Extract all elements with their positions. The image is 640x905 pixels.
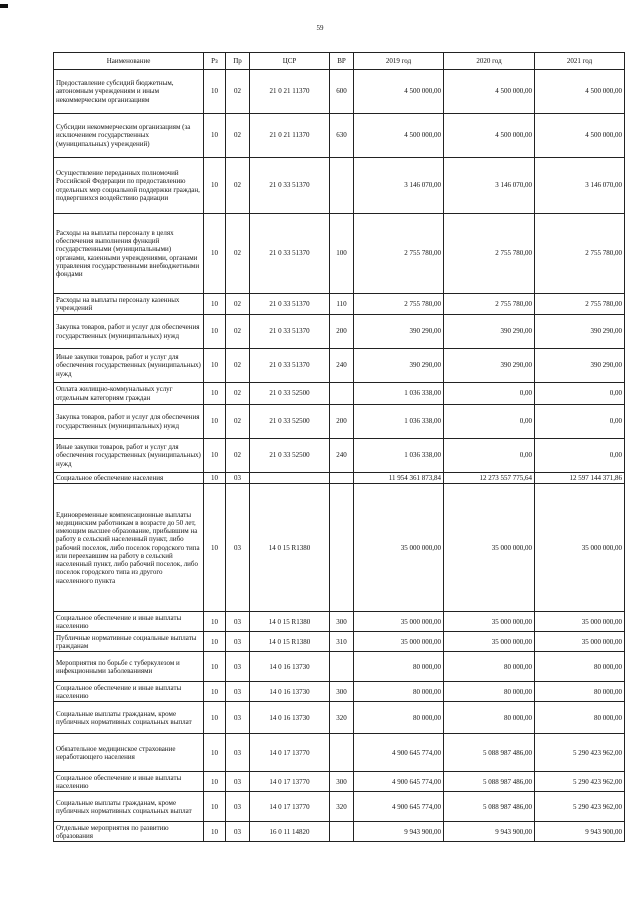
table-cell-2020: 5 088 987 486,00	[444, 772, 535, 792]
budget-table	[53, 52, 625, 842]
table-cell-name: Социальное обеспечение и иные выплаты населению	[54, 772, 204, 792]
table-cell-name: Социальные выплаты гражданам, кроме публичных нормативных социальных выплат	[54, 702, 204, 734]
table-cell-csr: 21 0 33 51370	[250, 294, 330, 315]
table-cell-2021: 2 755 780,00	[535, 294, 625, 315]
table-row	[54, 652, 625, 682]
table-cell-pr: 02	[226, 315, 250, 349]
table-cell-2020: 390 290,00	[444, 315, 535, 349]
table-cell-2020: 390 290,00	[444, 349, 535, 383]
table-cell-2021: 0,00	[535, 439, 625, 473]
table-cell-pr: 03	[226, 682, 250, 702]
table-cell-vr: 320	[330, 702, 354, 734]
table-cell-2019: 9 943 900,00	[354, 822, 444, 842]
table-cell-rz: 10	[204, 349, 226, 383]
scan-corner-mark	[0, 4, 8, 8]
table-cell-2019: 4 900 645 774,00	[354, 792, 444, 822]
table-cell-name: Осуществление переданных полномочий Российской Федерации по предоставлению отдельных мер социальной поддержки граждан, подвергшихся воздействию радиации	[54, 158, 204, 214]
table-cell-2021: 5 290 423 962,00	[535, 792, 625, 822]
table-cell-pr: 02	[226, 158, 250, 214]
table-cell-2019: 80 000,00	[354, 702, 444, 734]
table-cell-2019: 4 500 000,00	[354, 114, 444, 158]
table-cell-2019: 390 290,00	[354, 349, 444, 383]
table-cell-rz: 10	[204, 772, 226, 792]
table-cell-2020: 0,00	[444, 383, 535, 405]
table-cell-name: Обязательное медицинское страхование неработающего населения	[54, 734, 204, 772]
header-2020: 2020 год	[444, 53, 535, 70]
table-cell-csr: 16 0 11 14820	[250, 822, 330, 842]
table-cell-2021: 390 290,00	[535, 349, 625, 383]
table-row	[54, 405, 625, 439]
table-cell-2021: 5 290 423 962,00	[535, 734, 625, 772]
table-cell-rz: 10	[204, 484, 226, 612]
table-cell-name: Социальное обеспечение населения	[54, 473, 204, 484]
table-row	[54, 612, 625, 632]
table-cell-2021: 80 000,00	[535, 682, 625, 702]
table-cell-rz: 10	[204, 652, 226, 682]
table-cell-rz: 10	[204, 439, 226, 473]
table-cell-rz: 10	[204, 792, 226, 822]
table-cell-rz: 10	[204, 473, 226, 484]
table-cell-rz: 10	[204, 383, 226, 405]
table-row	[54, 792, 625, 822]
table-cell-pr: 03	[226, 652, 250, 682]
table-cell-name: Закупка товаров, работ и услуг для обеспечения государственных (муниципальных) нужд	[54, 315, 204, 349]
table-cell-2021: 4 500 000,00	[535, 70, 625, 114]
table-cell-pr: 02	[226, 114, 250, 158]
table-cell-vr: 240	[330, 439, 354, 473]
table-cell-2019: 35 000 000,00	[354, 484, 444, 612]
table-cell-pr: 03	[226, 632, 250, 652]
table-cell-pr: 03	[226, 484, 250, 612]
table-cell-name: Отдельные мероприятия по развитию образования	[54, 822, 204, 842]
table-cell-2021: 5 290 423 962,00	[535, 772, 625, 792]
table-row	[54, 114, 625, 158]
table-cell-2020: 35 000 000,00	[444, 484, 535, 612]
table-cell-rz: 10	[204, 70, 226, 114]
table-cell-csr: 14 0 15 R1380	[250, 612, 330, 632]
table-cell-2019: 4 500 000,00	[354, 70, 444, 114]
table-cell-csr: 21 0 21 11370	[250, 114, 330, 158]
table-cell-rz: 10	[204, 734, 226, 772]
table-cell-pr: 03	[226, 734, 250, 772]
table-cell-csr: 14 0 17 13770	[250, 792, 330, 822]
table-cell-rz: 10	[204, 405, 226, 439]
table-cell-vr: 200	[330, 315, 354, 349]
table-cell-2020: 80 000,00	[444, 652, 535, 682]
table-cell-name: Социальное обеспечение и иные выплаты населению	[54, 682, 204, 702]
table-row	[54, 473, 625, 484]
table-cell-name: Предоставление субсидий бюджетным, автономным учреждениям и иным некоммерческим организациям	[54, 70, 204, 114]
table-row	[54, 315, 625, 349]
table-cell-pr: 02	[226, 349, 250, 383]
table-row	[54, 682, 625, 702]
table-cell-vr: 300	[330, 682, 354, 702]
table-row	[54, 632, 625, 652]
table-cell-csr: 14 0 16 13730	[250, 652, 330, 682]
table-row	[54, 294, 625, 315]
table-cell-pr: 03	[226, 702, 250, 734]
table-cell-name: Публичные нормативные социальные выплаты гражданам	[54, 632, 204, 652]
table-cell-2020: 2 755 780,00	[444, 294, 535, 315]
page-number: 59	[316, 24, 324, 32]
table-row	[54, 214, 625, 294]
table-cell-rz: 10	[204, 702, 226, 734]
table-cell-2019: 1 036 338,00	[354, 405, 444, 439]
table-cell-2021: 390 290,00	[535, 315, 625, 349]
table-cell-2019: 390 290,00	[354, 315, 444, 349]
table-cell-pr: 02	[226, 70, 250, 114]
table-cell-2020: 4 500 000,00	[444, 70, 535, 114]
table-cell-vr: 320	[330, 792, 354, 822]
table-cell-2020: 5 088 987 486,00	[444, 734, 535, 772]
table-cell-rz: 10	[204, 315, 226, 349]
table-cell-2019: 2 755 780,00	[354, 294, 444, 315]
table-cell-pr: 02	[226, 294, 250, 315]
table-cell-2019: 80 000,00	[354, 682, 444, 702]
table-cell-vr: 240	[330, 349, 354, 383]
table-row	[54, 822, 625, 842]
table-row	[54, 70, 625, 114]
table-cell-name: Иные закупки товаров, работ и услуг для обеспечения государственных (муниципальных) нужд	[54, 439, 204, 473]
table-cell-2020: 80 000,00	[444, 682, 535, 702]
table-cell-vr	[330, 484, 354, 612]
table-row	[54, 439, 625, 473]
table-cell-2021: 12 597 144 371,86	[535, 473, 625, 484]
table-cell-csr: 21 0 33 51370	[250, 158, 330, 214]
table-cell-vr: 200	[330, 405, 354, 439]
table-cell-pr: 03	[226, 772, 250, 792]
table-cell-csr: 14 0 15 R1380	[250, 632, 330, 652]
table-cell-2019: 1 036 338,00	[354, 383, 444, 405]
table-cell-2020: 4 500 000,00	[444, 114, 535, 158]
table-cell-rz: 10	[204, 214, 226, 294]
table-row	[54, 484, 625, 612]
table-cell-2020: 35 000 000,00	[444, 632, 535, 652]
table-cell-2020: 0,00	[444, 439, 535, 473]
table-cell-2021: 0,00	[535, 405, 625, 439]
table-cell-2020: 5 088 987 486,00	[444, 792, 535, 822]
table-cell-2019: 35 000 000,00	[354, 612, 444, 632]
table-cell-vr: 110	[330, 294, 354, 315]
table-cell-pr: 02	[226, 383, 250, 405]
table-cell-2019: 11 954 361 873,84	[354, 473, 444, 484]
table-cell-2021: 35 000 000,00	[535, 484, 625, 612]
table-cell-2019: 80 000,00	[354, 652, 444, 682]
table-cell-name: Социальные выплаты гражданам, кроме публичных нормативных социальных выплат	[54, 792, 204, 822]
table-cell-2019: 2 755 780,00	[354, 214, 444, 294]
table-cell-vr: 630	[330, 114, 354, 158]
table-cell-2020: 9 943 900,00	[444, 822, 535, 842]
table-cell-name: Субсидии некоммерческим организациям (за исключением государственных (муниципальных) учреждений)	[54, 114, 204, 158]
table-header-row	[54, 53, 625, 70]
table-cell-2021: 35 000 000,00	[535, 612, 625, 632]
table-cell-rz: 10	[204, 632, 226, 652]
table-cell-2019: 4 900 645 774,00	[354, 772, 444, 792]
table-cell-2020: 0,00	[444, 405, 535, 439]
table-cell-rz: 10	[204, 612, 226, 632]
table-cell-vr	[330, 158, 354, 214]
table-row	[54, 383, 625, 405]
table-cell-pr: 03	[226, 792, 250, 822]
table-cell-2021: 2 755 780,00	[535, 214, 625, 294]
table-cell-vr	[330, 822, 354, 842]
table-cell-csr: 14 0 17 13770	[250, 772, 330, 792]
table-cell-2021: 9 943 900,00	[535, 822, 625, 842]
table-cell-vr: 310	[330, 632, 354, 652]
table-cell-vr: 600	[330, 70, 354, 114]
table-cell-csr: 21 0 33 52500	[250, 405, 330, 439]
table-cell-2019: 35 000 000,00	[354, 632, 444, 652]
table-cell-vr: 100	[330, 214, 354, 294]
table-cell-2020: 3 146 070,00	[444, 158, 535, 214]
table-cell-vr	[330, 473, 354, 484]
table-cell-pr: 02	[226, 439, 250, 473]
table-cell-csr: 21 0 21 11370	[250, 70, 330, 114]
header-csr: ЦСР	[250, 53, 330, 70]
table-cell-2021: 3 146 070,00	[535, 158, 625, 214]
table-cell-name: Расходы на выплаты персоналу в целях обеспечения выполнения функций государственными (муниципальными) органами, казенными учреждениями, органами управления государственными внебюджетными фондами	[54, 214, 204, 294]
table-cell-2021: 4 500 000,00	[535, 114, 625, 158]
table-cell-vr	[330, 734, 354, 772]
table-cell-name: Закупка товаров, работ и услуг для обеспечения государственных (муниципальных) нужд	[54, 405, 204, 439]
table-cell-vr	[330, 383, 354, 405]
table-cell-vr: 300	[330, 612, 354, 632]
table-cell-name: Расходы на выплаты персоналу казенных учреждений	[54, 294, 204, 315]
table-cell-pr: 03	[226, 612, 250, 632]
table-row	[54, 349, 625, 383]
table-cell-2019: 4 900 645 774,00	[354, 734, 444, 772]
table-cell-name: Оплата жилищно-коммунальных услуг отдельным категориям граждан	[54, 383, 204, 405]
table-row	[54, 158, 625, 214]
header-pr: Пр	[226, 53, 250, 70]
table-cell-vr	[330, 652, 354, 682]
header-vr: ВР	[330, 53, 354, 70]
header-name: Наименование	[54, 53, 204, 70]
table-cell-rz: 10	[204, 114, 226, 158]
table-cell-name: Иные закупки товаров, работ и услуг для обеспечения государственных (муниципальных) нужд	[54, 349, 204, 383]
table-cell-2019: 3 146 070,00	[354, 158, 444, 214]
header-2021: 2021 год	[535, 53, 625, 70]
table-cell-2021: 80 000,00	[535, 652, 625, 682]
table-cell-csr: 14 0 17 13770	[250, 734, 330, 772]
table-cell-2020: 2 755 780,00	[444, 214, 535, 294]
header-2019: 2019 год	[354, 53, 444, 70]
table-cell-2020: 12 273 557 775,64	[444, 473, 535, 484]
table-cell-csr: 21 0 33 51370	[250, 349, 330, 383]
table-row	[54, 772, 625, 792]
table-cell-csr: 14 0 16 13730	[250, 682, 330, 702]
table-cell-rz: 10	[204, 294, 226, 315]
table-cell-name: Мероприятия по борьбе с туберкулезом и инфекционными заболеваниями	[54, 652, 204, 682]
table-cell-name: Единовременные компенсационные выплаты медицинским работникам в возрасте до 50 лет, имеющим высшее образование, прибывшим на работу в сельский населенный пункт, либо рабочий поселок, либо поселок городского типа или переехавшим на работу в сельский населенный пункт, либо рабочий поселок, либо поселок городского типа из другого населенного пункта	[54, 484, 204, 612]
table-cell-csr: 21 0 33 52500	[250, 439, 330, 473]
table-cell-pr: 03	[226, 473, 250, 484]
table-cell-name: Социальное обеспечение и иные выплаты населению	[54, 612, 204, 632]
table-cell-rz: 10	[204, 158, 226, 214]
table-cell-csr	[250, 473, 330, 484]
table-row	[54, 702, 625, 734]
table-cell-pr: 02	[226, 214, 250, 294]
table-cell-rz: 10	[204, 682, 226, 702]
table-cell-2020: 80 000,00	[444, 702, 535, 734]
table-cell-2019: 1 036 338,00	[354, 439, 444, 473]
table-cell-vr: 300	[330, 772, 354, 792]
table-cell-csr: 21 0 33 51370	[250, 214, 330, 294]
table-cell-csr: 21 0 33 51370	[250, 315, 330, 349]
table-cell-csr: 14 0 15 R1380	[250, 484, 330, 612]
table-cell-2021: 80 000,00	[535, 702, 625, 734]
table-cell-csr: 14 0 16 13730	[250, 702, 330, 734]
table-row	[54, 734, 625, 772]
table-cell-2020: 35 000 000,00	[444, 612, 535, 632]
table-cell-pr: 02	[226, 405, 250, 439]
table-cell-pr: 03	[226, 822, 250, 842]
header-rz: Рз	[204, 53, 226, 70]
table-cell-csr: 21 0 33 52500	[250, 383, 330, 405]
table-cell-rz: 10	[204, 822, 226, 842]
table-cell-2021: 35 000 000,00	[535, 632, 625, 652]
table-cell-2021: 0,00	[535, 383, 625, 405]
table-body	[54, 70, 625, 842]
